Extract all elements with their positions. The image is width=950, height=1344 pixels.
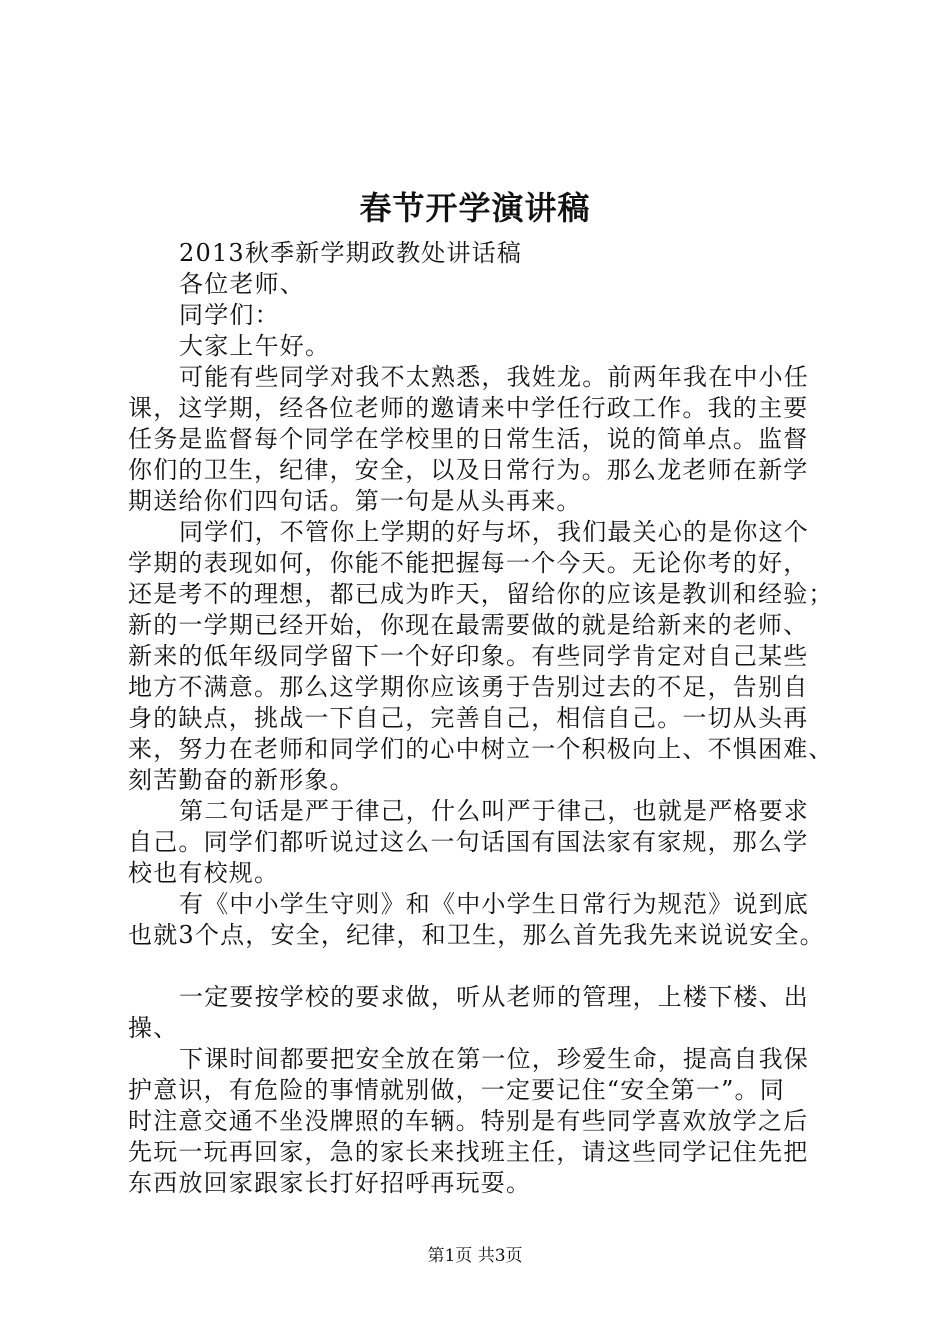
text-line: 地方不满意。那么这学期你应该勇于告别过去的不足，告别自 [128, 673, 809, 701]
text-line: 第二句话是严于律己，什么叫严于律己，也就是严格要求 [179, 797, 809, 825]
text-line: 时注意交通不坐没牌照的车辆。特别是有些同学喜欢放学之后 [128, 1107, 809, 1135]
page-footer: 第1页 共3页 [427, 1246, 523, 1266]
text-line: 东西放回家跟家长打好招呼再玩耍。 [128, 1169, 532, 1197]
text-line: 下课时间都要把安全放在第一位，珍爱生命，提高自我保 [179, 1045, 809, 1073]
document-body [128, 238, 848, 1199]
document-title: 春节开学演讲稿 [359, 189, 591, 227]
text-line: 刻苦勤奋的新形象。 [128, 766, 355, 794]
text-line: 有《中小学生守则》和《中小学生日常行为规范》说到底 [179, 890, 809, 918]
text-line: 一定要按学校的要求做，听从老师的管理，上楼下楼、出 [179, 983, 809, 1011]
text-line: 也就3个点，安全，纪律，和卫生，那么首先我先来说说安全。 [128, 921, 825, 949]
text-line: 校也有校规。 [128, 859, 280, 887]
text-line: 还是考不的理想，都已成为昨天，留给你的应该是教训和经验； [128, 580, 834, 608]
text-line: 护意识，有危险的事情就别做，一定要记住“安全第一”。同 [128, 1076, 785, 1104]
blank-line [128, 951, 848, 982]
text-line: 先玩一玩再回家，急的家长来找班主任，请这些同学记住先把 [128, 1138, 809, 1166]
text-line: 身的缺点，挑战一下自己，完善自己，相信自己。一切从头再 [128, 704, 809, 732]
text-line: 新的一学期已经开始，你现在最需要做的就是给新来的老师、 [128, 611, 809, 639]
text-line: 任务是监督每个同学在学校里的日常生活，说的简单点。监督 [128, 425, 809, 453]
text-line: 自己。同学们都听说过这么一句话国有国法家有家规，那么学 [128, 828, 809, 856]
text-line: 期送给你们四句话。第一句是从头再来。 [128, 487, 582, 515]
text-line: 你们的卫生，纪律，安全，以及日常行为。那么龙老师在新学 [128, 456, 809, 484]
text-line: 同学们： [179, 301, 280, 329]
text-line: 同学们，不管你上学期的好与坏，我们最关心的是你这个 [179, 518, 809, 546]
text-line: 课，这学期，经各位老师的邀请来中学任行政工作。我的主要 [128, 394, 809, 422]
text-line: 2013秋季新学期政教处讲话稿 [179, 239, 523, 267]
text-line: 各位老师、 [179, 270, 305, 298]
text-line: 操、 [128, 1014, 179, 1042]
text-line: 学期的表现如何，你能不能把握每一个今天。无论你考的好， [128, 549, 809, 577]
text-line: 可能有些同学对我不太熟悉，我姓龙。前两年我在中小任 [179, 363, 809, 391]
text-line: 来，努力在老师和同学们的心中树立一个积极向上、不惧困难、 [128, 735, 834, 763]
text-line: 新来的低年级同学留下一个好印象。有些同学肯定对自己某些 [128, 642, 809, 670]
text-line: 大家上午好。 [179, 332, 331, 360]
